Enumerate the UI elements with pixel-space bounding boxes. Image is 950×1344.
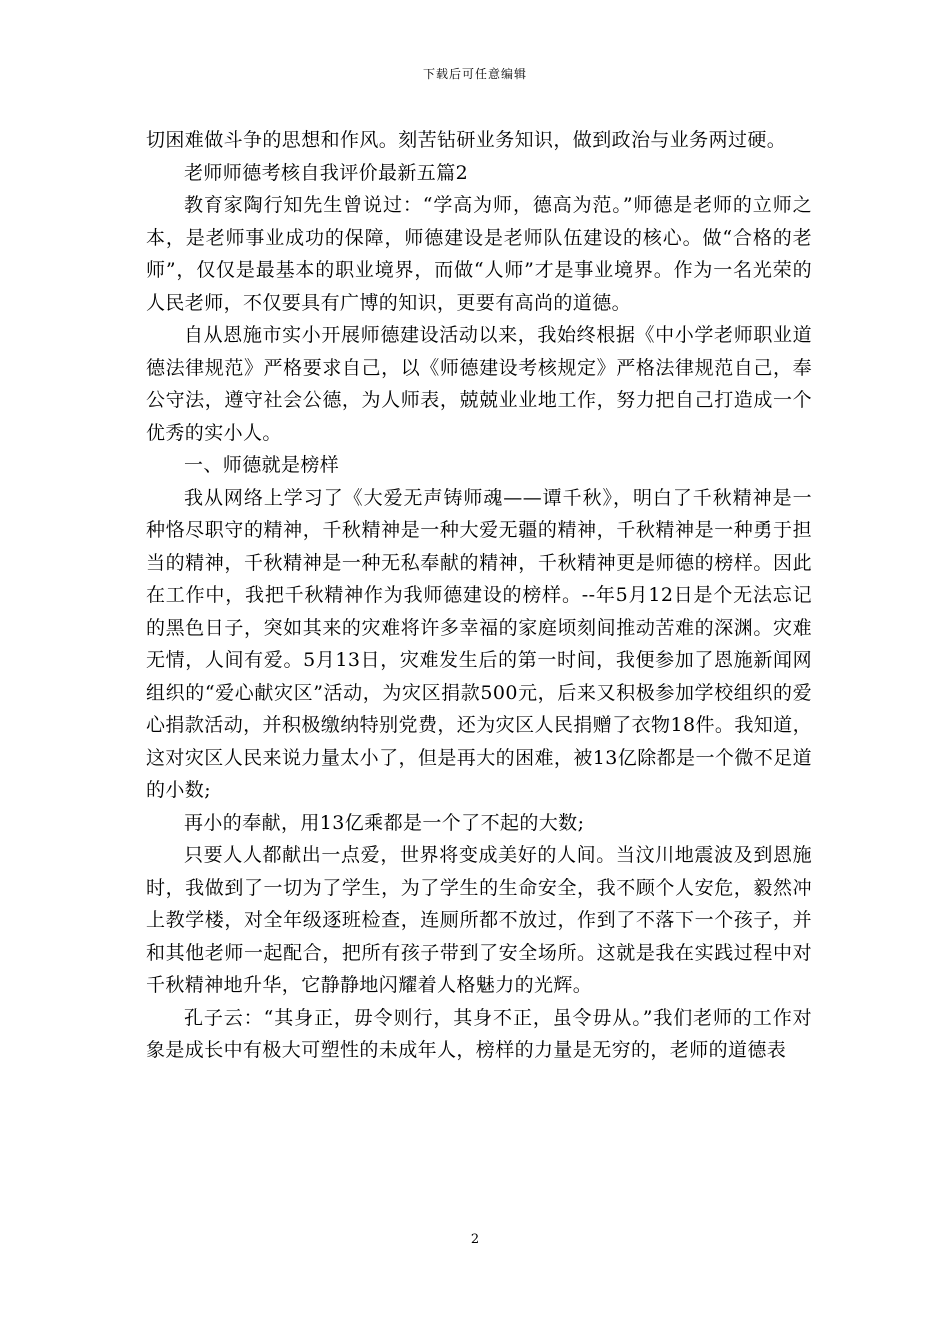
section-heading: 一、师德就是榜样 <box>184 454 340 476</box>
paragraph: 自从恩施市实小开展师德建设活动以来，我始终根据《中小学老师职业道德法律规范》严格要求自己，以《师德建设考核规定》严格法律规范自己，奉公守法，遵守社会公德，为人师表，兢兢业业地工作，努力把自己打造成一个优秀的实小人。 <box>146 324 812 444</box>
paragraph: 教育家陶行知先生曾说过：“学高为师，德高为范。”师德是老师的立师之本，是老师事业成功的保障，师德建设是老师队伍建设的核心。做“合格的老师”，仅仅是最基本的职业境界，而做“人师”才是事业境界。作为一名光荣的人民老师，不仅要具有广博的知识，更要有高尚的道德。 <box>146 194 812 314</box>
paragraph: 孔子云：“其身正，毋令则行，其身不正，虽令毋从。”我们老师的工作对象是成长中有极大可塑性的未成年人，榜样的力量是无穷的，老师的道德表 <box>146 1006 812 1061</box>
paragraph-continuation: 切困难做斗争的思想和作风。刻苦钻研业务知识，做到政治与业务两过硬。 <box>146 129 787 151</box>
paragraph: 只要人人都献出一点爱，世界将变成美好的人间。当汶川地震波及到恩施时，我做到了一切为了学生，为了学生的生命安全，我不顾个人安危，毅然冲上教学楼，对全年级逐班检查，连厕所都不放过，作到了不落下一个孩子，并和其他老师一起配合，把所有孩子带到了安全场所。这就是我在实践过程中对千秋精神地升华，它静静地闪耀着人格魅力的光辉。 <box>146 844 812 996</box>
page-header: 下载后可任意编辑 <box>422 67 527 81</box>
document-body <box>146 124 812 1067</box>
paragraph: 我从网络上学习了《大爱无声铸师魂——谭千秋》，明白了千秋精神是一种恪尽职守的精神，千秋精神是一种大爱无疆的精神，千秋精神是一种勇于担当的精神，千秋精神是一种无私奉献的精神，千秋精神更是师德的榜样。因此在工作中，我把千秋精神作为我师德建设的榜样。--年5月12日是个无法忘记的黑色日子，突如其来的灾难将许多幸福的家庭顷刻间推动苦难的深渊。灾难无情，人间有爱。5月13日，灾难发生后的第一时间，我便参加了恩施新闻网组织的“爱心献灾区”活动，为灾区捐款500元，后来又积极参加学校组织的爱心捐款活动，并积极缴纳特别党费，还为灾区人民捐赠了衣物18件。我知道，这对灾区人民来说力量太小了，但是再大的困难，被13亿除都是一个微不足道的小数; <box>146 486 812 801</box>
page-number: 2 <box>470 1232 480 1247</box>
section-title: 老师师德考核自我评价最新五篇2 <box>184 161 469 184</box>
paragraph: 再小的奉献，用13亿乘都是一个了不起的大数; <box>184 811 585 834</box>
